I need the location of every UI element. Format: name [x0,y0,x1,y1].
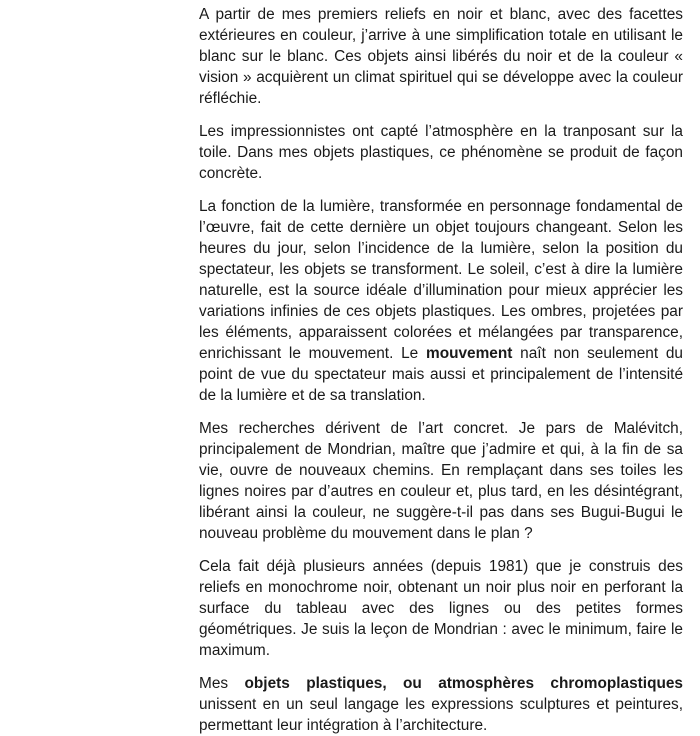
body-text [199,4,683,736]
paragraph-6-text-b: unissent en un seul langage les expressions sculptures et peintures, permettant leur intégration à l’architecture. [199,696,683,734]
paragraph-3 [199,196,683,406]
paragraph-6-bold-term: objets plastiques, ou atmosphères chromoplastiques [244,675,683,692]
paragraph-5-text: Cela fait déjà plusieurs années (depuis 1981) que je construis des reliefs en monochrome noir, obtenant un noir plus noir en perforant la surface du tableau avec des lignes ou des petites formes géométriques. Je suis la leçon de Mondrian : avec le minimum, faire le maximum. [199,558,683,659]
paragraph-5 [199,556,683,661]
paragraph-6 [199,673,683,736]
paragraph-4 [199,418,683,544]
paragraph-2-text: Les impressionnistes ont capté l’atmosphère en la tranposant sur la toile. Dans mes objets plastiques, ce phénomène se produit de façon concrète. [199,123,683,182]
paragraph-3-bold-term: mouvement [426,345,513,362]
paragraph-4-text: Mes recherches dérivent de l’art concret. Je pars de Malévitch, principalement de Mondrian, maître que j’admire et qui, à la fin de sa vie, ouvre de nouveaux chemins. En remplaçant dans ses toiles les lignes noires par d’autres en couleur et, plus tard, en les désintégrant, libérant ainsi la couleur, ne suggère-t-il pas dans ses Bugui-Bugui le nouveau problème du mouvement dans le plan ? [199,420,683,542]
paragraph-2 [199,121,683,184]
paragraph-6-text-a: Mes [199,675,245,692]
paragraph-3-text-b: naît non seulement du point de vue du spectateur mais aussi et principalement de l’intensité de la lumière et de sa translation. [199,345,683,404]
paragraph-3-text-a: La fonction de la lumière, transformée en personnage fondamental de l’œuvre, fait de cette dernière un objet toujours changeant. Selon les heures du jour, selon l’incidence de la lumière, selon la position du spectateur, les objets se transforment. Le soleil, c’est à dire la lumière naturelle, est la source idéale d’illumination pour mieux apprécier les variations infinies de ces objets plastiques. Les ombres, projetées par les éléments, apparaissent colorées et mélangées par transparence, enrichissant le mouvement. Le [199,198,683,362]
paragraph-1 [199,4,683,109]
paragraph-1-text: A partir de mes premiers reliefs en noir et blanc, avec des facettes extérieures en couleur, j’arrive à une simplification totale en utilisant le blanc sur le blanc. Ces objets ainsi libérés du noir et de la couleur « vision » acquièrent un climat spirituel qui se développe avec la couleur réfléchie. [199,6,683,107]
